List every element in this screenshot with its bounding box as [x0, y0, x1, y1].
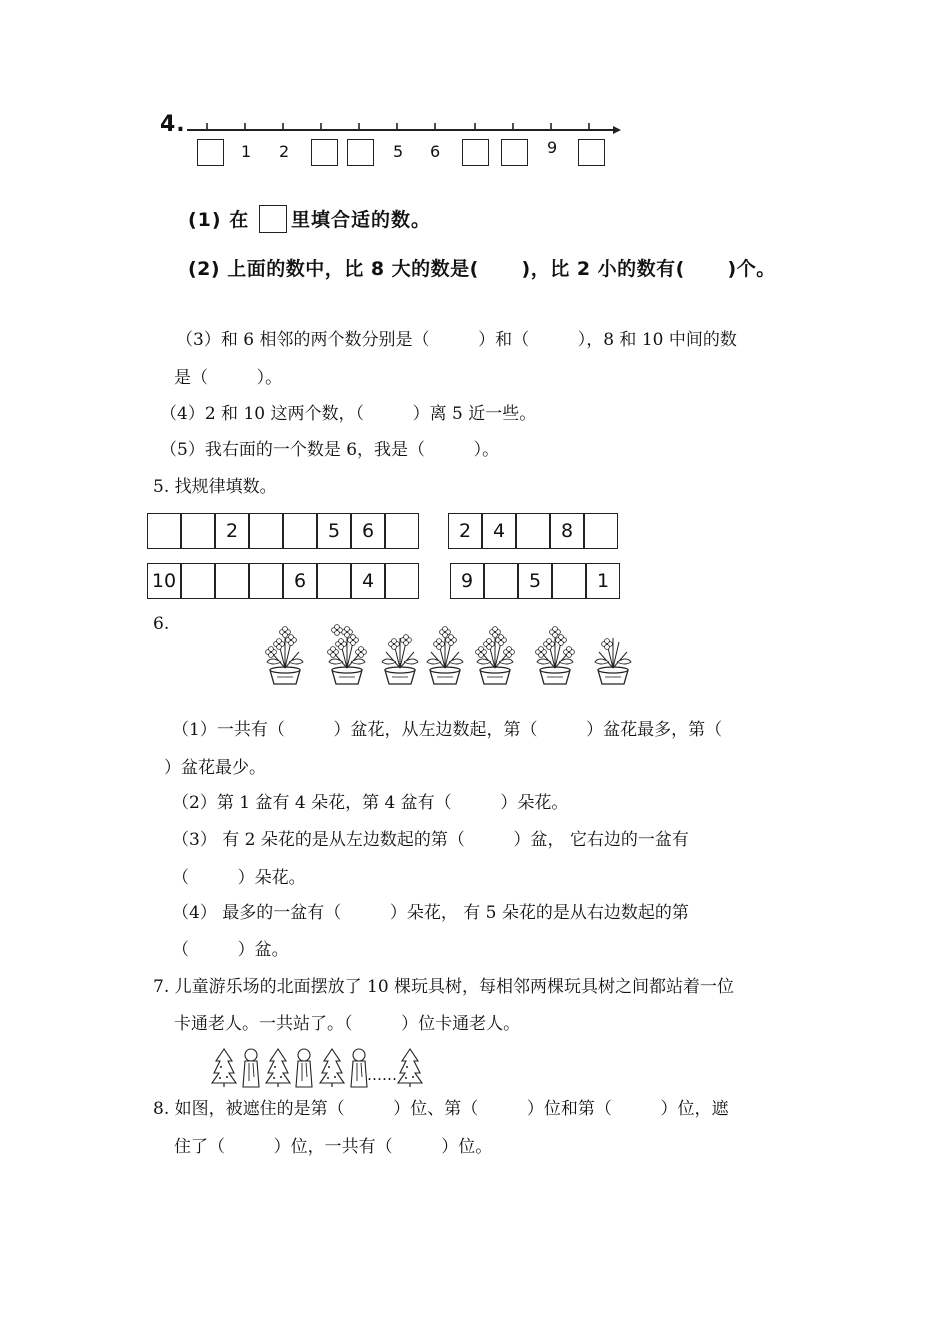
q4-number: 4.: [160, 112, 186, 137]
pattern-cell[interactable]: [215, 563, 249, 599]
q5-title: 5. 找规律填数。: [153, 477, 277, 497]
pattern-cell[interactable]: [283, 513, 317, 549]
q4-part1-a: (1) 在: [188, 209, 250, 231]
q7-line2: 卡通老人。一共站了。（ ）位卡通老人。: [174, 1014, 521, 1034]
q7-line1: 7. 儿童游乐场的北面摆放了 10 棵玩具树，每相邻两棵玩具树之间都站着一位: [153, 977, 735, 997]
pattern-cell[interactable]: 2: [215, 513, 249, 549]
pattern-cell[interactable]: 5: [317, 513, 351, 549]
inline-box-icon: [259, 205, 287, 233]
axis-label: 6: [430, 142, 441, 161]
pattern-cell[interactable]: [385, 513, 419, 549]
pattern-cell[interactable]: 9: [450, 563, 484, 599]
pattern-cell[interactable]: 1: [586, 563, 620, 599]
q6-part1-line1: （1）一共有（ ）盆花，从左边数起，第（ ）盆花最多，第（: [172, 720, 723, 740]
pattern-cell[interactable]: 4: [482, 513, 516, 549]
pattern-cell[interactable]: 4: [351, 563, 385, 599]
answer-box[interactable]: [578, 139, 605, 166]
answer-box[interactable]: [311, 139, 338, 166]
axis-label: 9: [547, 138, 558, 157]
answer-box[interactable]: [347, 139, 374, 166]
pattern-cell[interactable]: [317, 563, 351, 599]
q8-line2: 住了（ ）位，一共有（ ）位。: [174, 1137, 493, 1157]
q4-part1-b: 里填合适的数。: [291, 209, 432, 231]
q4-part4: （4）2 和 10 这两个数，（ ）离 5 近一些。: [160, 404, 537, 424]
q6-part4-line1: （4） 最多的一盆有（ ）朵花， 有 5 朵花的是从右边数起的第: [172, 903, 689, 923]
q6-part3-line2: （ ）朵花。: [172, 868, 306, 888]
pattern-cell[interactable]: [249, 563, 283, 599]
pattern-cell[interactable]: [147, 513, 181, 549]
answer-box[interactable]: [462, 139, 489, 166]
axis-label: 1: [241, 142, 252, 161]
pattern-cell[interactable]: 6: [283, 563, 317, 599]
pattern-cell[interactable]: [516, 513, 550, 549]
q6-number: 6.: [153, 614, 170, 634]
q6-part1-line2: ）盆花最少。: [164, 758, 266, 778]
q4-part3-line1: （3）和 6 相邻的两个数分别是（ ）和（ ），8 和 10 中间的数: [176, 330, 737, 350]
pattern-cell[interactable]: [181, 563, 215, 599]
flower-pots-illustration: [255, 622, 645, 690]
q6-part4-line2: （ ）盆。: [172, 940, 289, 960]
pattern-cell[interactable]: 5: [518, 563, 552, 599]
q4-part2: (2) 上面的数中，比 8 大的数是( )，比 2 小的数有( )个。: [188, 258, 776, 280]
pattern-cell[interactable]: [249, 513, 283, 549]
pattern-cell[interactable]: [385, 563, 419, 599]
axis-label: 2: [279, 142, 290, 161]
pattern-cell[interactable]: 10: [147, 563, 181, 599]
q4-part5: （5）我右面的一个数是 6，我是（ ）。: [160, 440, 500, 460]
pattern-cell[interactable]: [181, 513, 215, 549]
answer-box[interactable]: [501, 139, 528, 166]
pattern-cell[interactable]: 6: [351, 513, 385, 549]
q8-line1: 8. 如图，被遮住的是第（ ）位、第（ ）位和第（ ）位，遮: [153, 1099, 729, 1119]
pattern-cell[interactable]: [552, 563, 586, 599]
q6-part3-line1: （3） 有 2 朵花的是从左边数起的第（ ）盆， 它右边的一盆有: [172, 830, 689, 850]
answer-box[interactable]: [197, 139, 224, 166]
pattern-cell[interactable]: 2: [448, 513, 482, 549]
trees-and-people-illustration: [210, 1047, 430, 1089]
q4-part3-line2: 是（ ）。: [174, 368, 283, 388]
q6-part2: （2）第 1 盆有 4 朵花，第 4 盆有（ ）朵花。: [172, 793, 569, 813]
ellipsis-dots: ……: [367, 1066, 397, 1084]
pattern-cell[interactable]: [484, 563, 518, 599]
axis-label: 5: [393, 142, 404, 161]
number-line: [185, 118, 625, 138]
pattern-cell[interactable]: 8: [550, 513, 584, 549]
pattern-cell[interactable]: [584, 513, 618, 549]
